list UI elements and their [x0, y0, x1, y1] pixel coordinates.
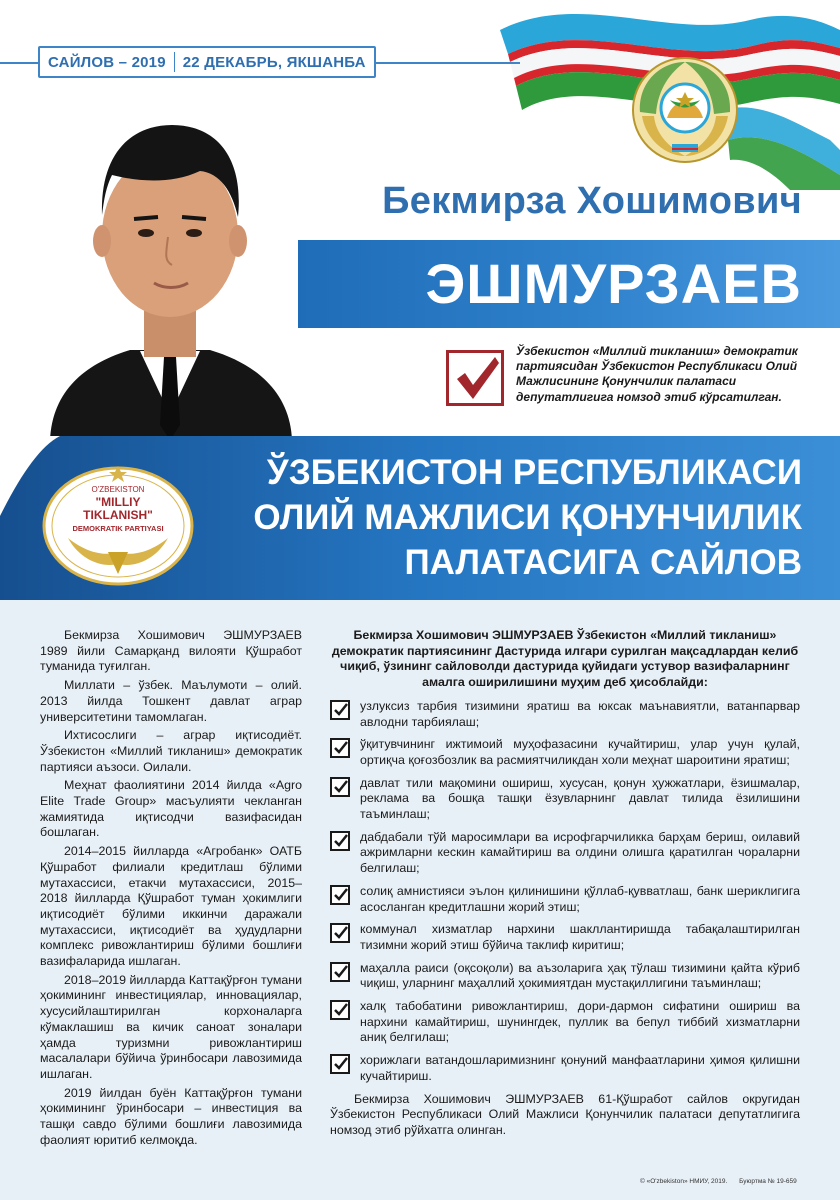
- program-item-text: маҳалла раиси (оқсоқоли) ва аъзоларига ҳақ тўлаш тизимини қайта кўриб чиқиш, уларнинг маҳаллий ҳокимиятдан мустақиллигини таъминлаш;: [360, 960, 800, 991]
- checkbox-icon: [330, 738, 350, 758]
- checkbox-icon: [330, 885, 350, 905]
- party-logo-line2: "MILLIY: [95, 495, 141, 509]
- nomination-check-icon: [446, 350, 504, 406]
- program-item-text: дабдабали тўй маросимлари ва исрофгарчиликка барҳам бериш, оилавий ажримларни кескин камайтириш ва олдини олишга қаратилган чораларни белгилаш;: [360, 829, 800, 876]
- candidate-portrait: [40, 95, 300, 440]
- bio-paragraph: 2018–2019 йилларда Каттақўрғон тумани ҳокимининг инвестициялар, инновациялар, хусусийлаштирилган корхоналарга кўмаклашиш ва кичик саноат зоналари ҳамда туризмни ривожлантириш масалалари бўйича ўринбосари лавозимида ишлаган.: [40, 972, 303, 1081]
- biography: [40, 628, 302, 1152]
- bio-paragraph: 2014–2015 йилларда «Агробанк» ОАТБ Қўшработ филиали кредитлаш бўлими мутахассиси, етакчи мутахассиси, 2015–2018 йилларда Қўшработ туман ҳокимлиги иқтисодиёт бўлими иккинчи даражали мутахассиси, иқтисодиёт ва ҳудудларни комплекс ривожлантириш бўлими бошлиғи вазифаларида ишлаган.: [40, 844, 302, 969]
- program-item: [330, 699, 800, 730]
- bio-paragraph: Ихтисослиги – аграр иқтисодиёт. Ўзбекистон «Миллий тикланиш» демократик партияси аъзоси. Оилали.: [40, 728, 302, 774]
- program-item: [330, 922, 800, 953]
- program-item-text: коммунал хизматлар нархини шакллантиришда табақалаштирилган тизимни жорий этиш бўйича таклиф киритиш;: [360, 922, 800, 952]
- program-item: [330, 1053, 800, 1084]
- program-item: [330, 830, 800, 877]
- banner-title-line2: ОЛИЙ МАЖЛИСИ ҚОНУНЧИЛИК: [253, 498, 802, 537]
- checkbox-icon: [330, 923, 350, 943]
- program-item: [330, 999, 800, 1046]
- bio-paragraph: Меҳнат фаолиятини 2014 йилда «Agro Elite Trade Group» масъулияти чекланган жамиятида иқтисодчи вазифасидан бошлаган.: [40, 778, 302, 840]
- election-tag: [38, 46, 376, 78]
- program-item-text: узлуксиз тарбия тизимини яратиш ва юксак маънавиятли, ватанпарвар авлодни тарбиялаш;: [360, 698, 800, 729]
- party-logo: [38, 460, 198, 586]
- checkbox-icon: [330, 1000, 350, 1020]
- banner-title: [200, 450, 802, 585]
- candidate-surname: ЭШМУРЗАЕВ: [425, 252, 802, 315]
- program-item-text: солиқ амнистияси эълон қилинишини қўллаб-қувватлаш, банк шериклигига асосланган кредитлашни жорий этиш;: [360, 883, 800, 914]
- election-program: [330, 628, 800, 1139]
- election-date: 22 ДЕКАБРЬ, ЯКШАНБА: [182, 53, 366, 71]
- party-logo-line4: DEMOKRATIK PARTIYASI: [72, 524, 164, 533]
- program-intro: Бекмирза Хошимович ЭШМУРЗАЕВ Ўзбекистон «Миллий тикланиш» демократик партиясининг Дастурида илгари сурилган мақсадлардан келиб чиқиб, ўзининг сайловолди дастурида қуйидаги устувор вазифаларнинг амалга оширилишини муҳим деб ҳисоблайди:: [331, 628, 799, 690]
- banner-title-line3: ПАЛАТАСИГА САЙЛОВ: [404, 543, 802, 582]
- party-logo-line3: TIKLANISH": [83, 508, 153, 522]
- checkbox-icon: [330, 777, 350, 797]
- nomination-note: Ўзбекистон «Миллий тикланиш» демократик партиясидан Ўзбекистон Республикаси Олий Мажлисининг Қонунчилик палатаси депутатлигига номзод этиб кўрсатилган.: [516, 344, 798, 404]
- bio-paragraph: Бекмирза Хошимович ЭШМУРЗАЕВ 1989 йили Самарқанд вилояти Қўшработ туманида туғилган.: [40, 628, 302, 674]
- tag-divider: [174, 52, 175, 72]
- candidate-first-names: Бекмирза Хошимович: [382, 180, 802, 222]
- banner-title-line1: ЎЗБЕКИСТОН РЕСПУБЛИКАСИ: [267, 453, 802, 492]
- program-item-text: давлат тили мақомини ошириш, хусусан, қонун ҳужжатлари, ёзишмалар, реклама ва бошқа ташқи ёзувларнинг давлат тилида ёзилишини таъминлаш;: [360, 775, 800, 822]
- checkbox-icon: [330, 700, 350, 720]
- program-list: [330, 699, 800, 1085]
- checkbox-icon: [330, 831, 350, 851]
- program-item-text: хорижлаги ватандошларимизнинг қонуний манфаатларини ҳимоя қилишни кучайтириш.: [360, 1053, 800, 1083]
- program-outro: Бекмирза Хошимович ЭШМУРЗАЕВ 61-Қўшработ сайлов округидан Ўзбекистон Республикаси Олий Мажлиси Қонунчилик палатаси депутатлигига номзод этиб рўйхатга олинган.: [330, 1091, 800, 1137]
- checkbox-icon: [330, 1054, 350, 1074]
- footer-order: Буюртма № 19-659: [739, 1178, 797, 1185]
- state-emblem-icon: [626, 52, 744, 164]
- program-item: [330, 776, 800, 823]
- footer-copyright: © «O'zbekiston» НМИУ, 2019.: [640, 1178, 728, 1185]
- program-item-text: халқ табобатини ривожлантириш, дори-дармон сифатини ошириш ва нархини камайтириш, шунингдек, пуллик ва бепул тиббий хизматларни аниқ белгилаш;: [360, 999, 800, 1045]
- program-item: [330, 737, 800, 768]
- program-item-text: ўқитувчининг ижтимоий муҳофазасини кучайтириш, улар учун қулай, ортиқча қоғозбозлик ва расмиятчиликдан холи меҳнат шароитини яратиш;: [360, 737, 800, 767]
- program-item: [330, 961, 800, 992]
- bio-paragraph: Миллати – ўзбек. Маълумоти – олий. 2013 йилда Тошкент давлат аграр университетини тамомлаган.: [40, 678, 302, 724]
- bio-paragraph: 2019 йилдан буён Каттақўрғон тумани ҳокимининг ўринбосари – инвестиция ва ташқи савдо бўлими бошлиғи лавозимида фаолият юритиб келмоқда.: [40, 1085, 302, 1147]
- election-label: САЙЛОВ – 2019: [48, 53, 166, 71]
- party-logo-line1: O'ZBEKISTON: [91, 485, 145, 494]
- program-item: [330, 884, 800, 915]
- footer-imprint: [640, 1178, 797, 1185]
- checkbox-icon: [330, 962, 350, 982]
